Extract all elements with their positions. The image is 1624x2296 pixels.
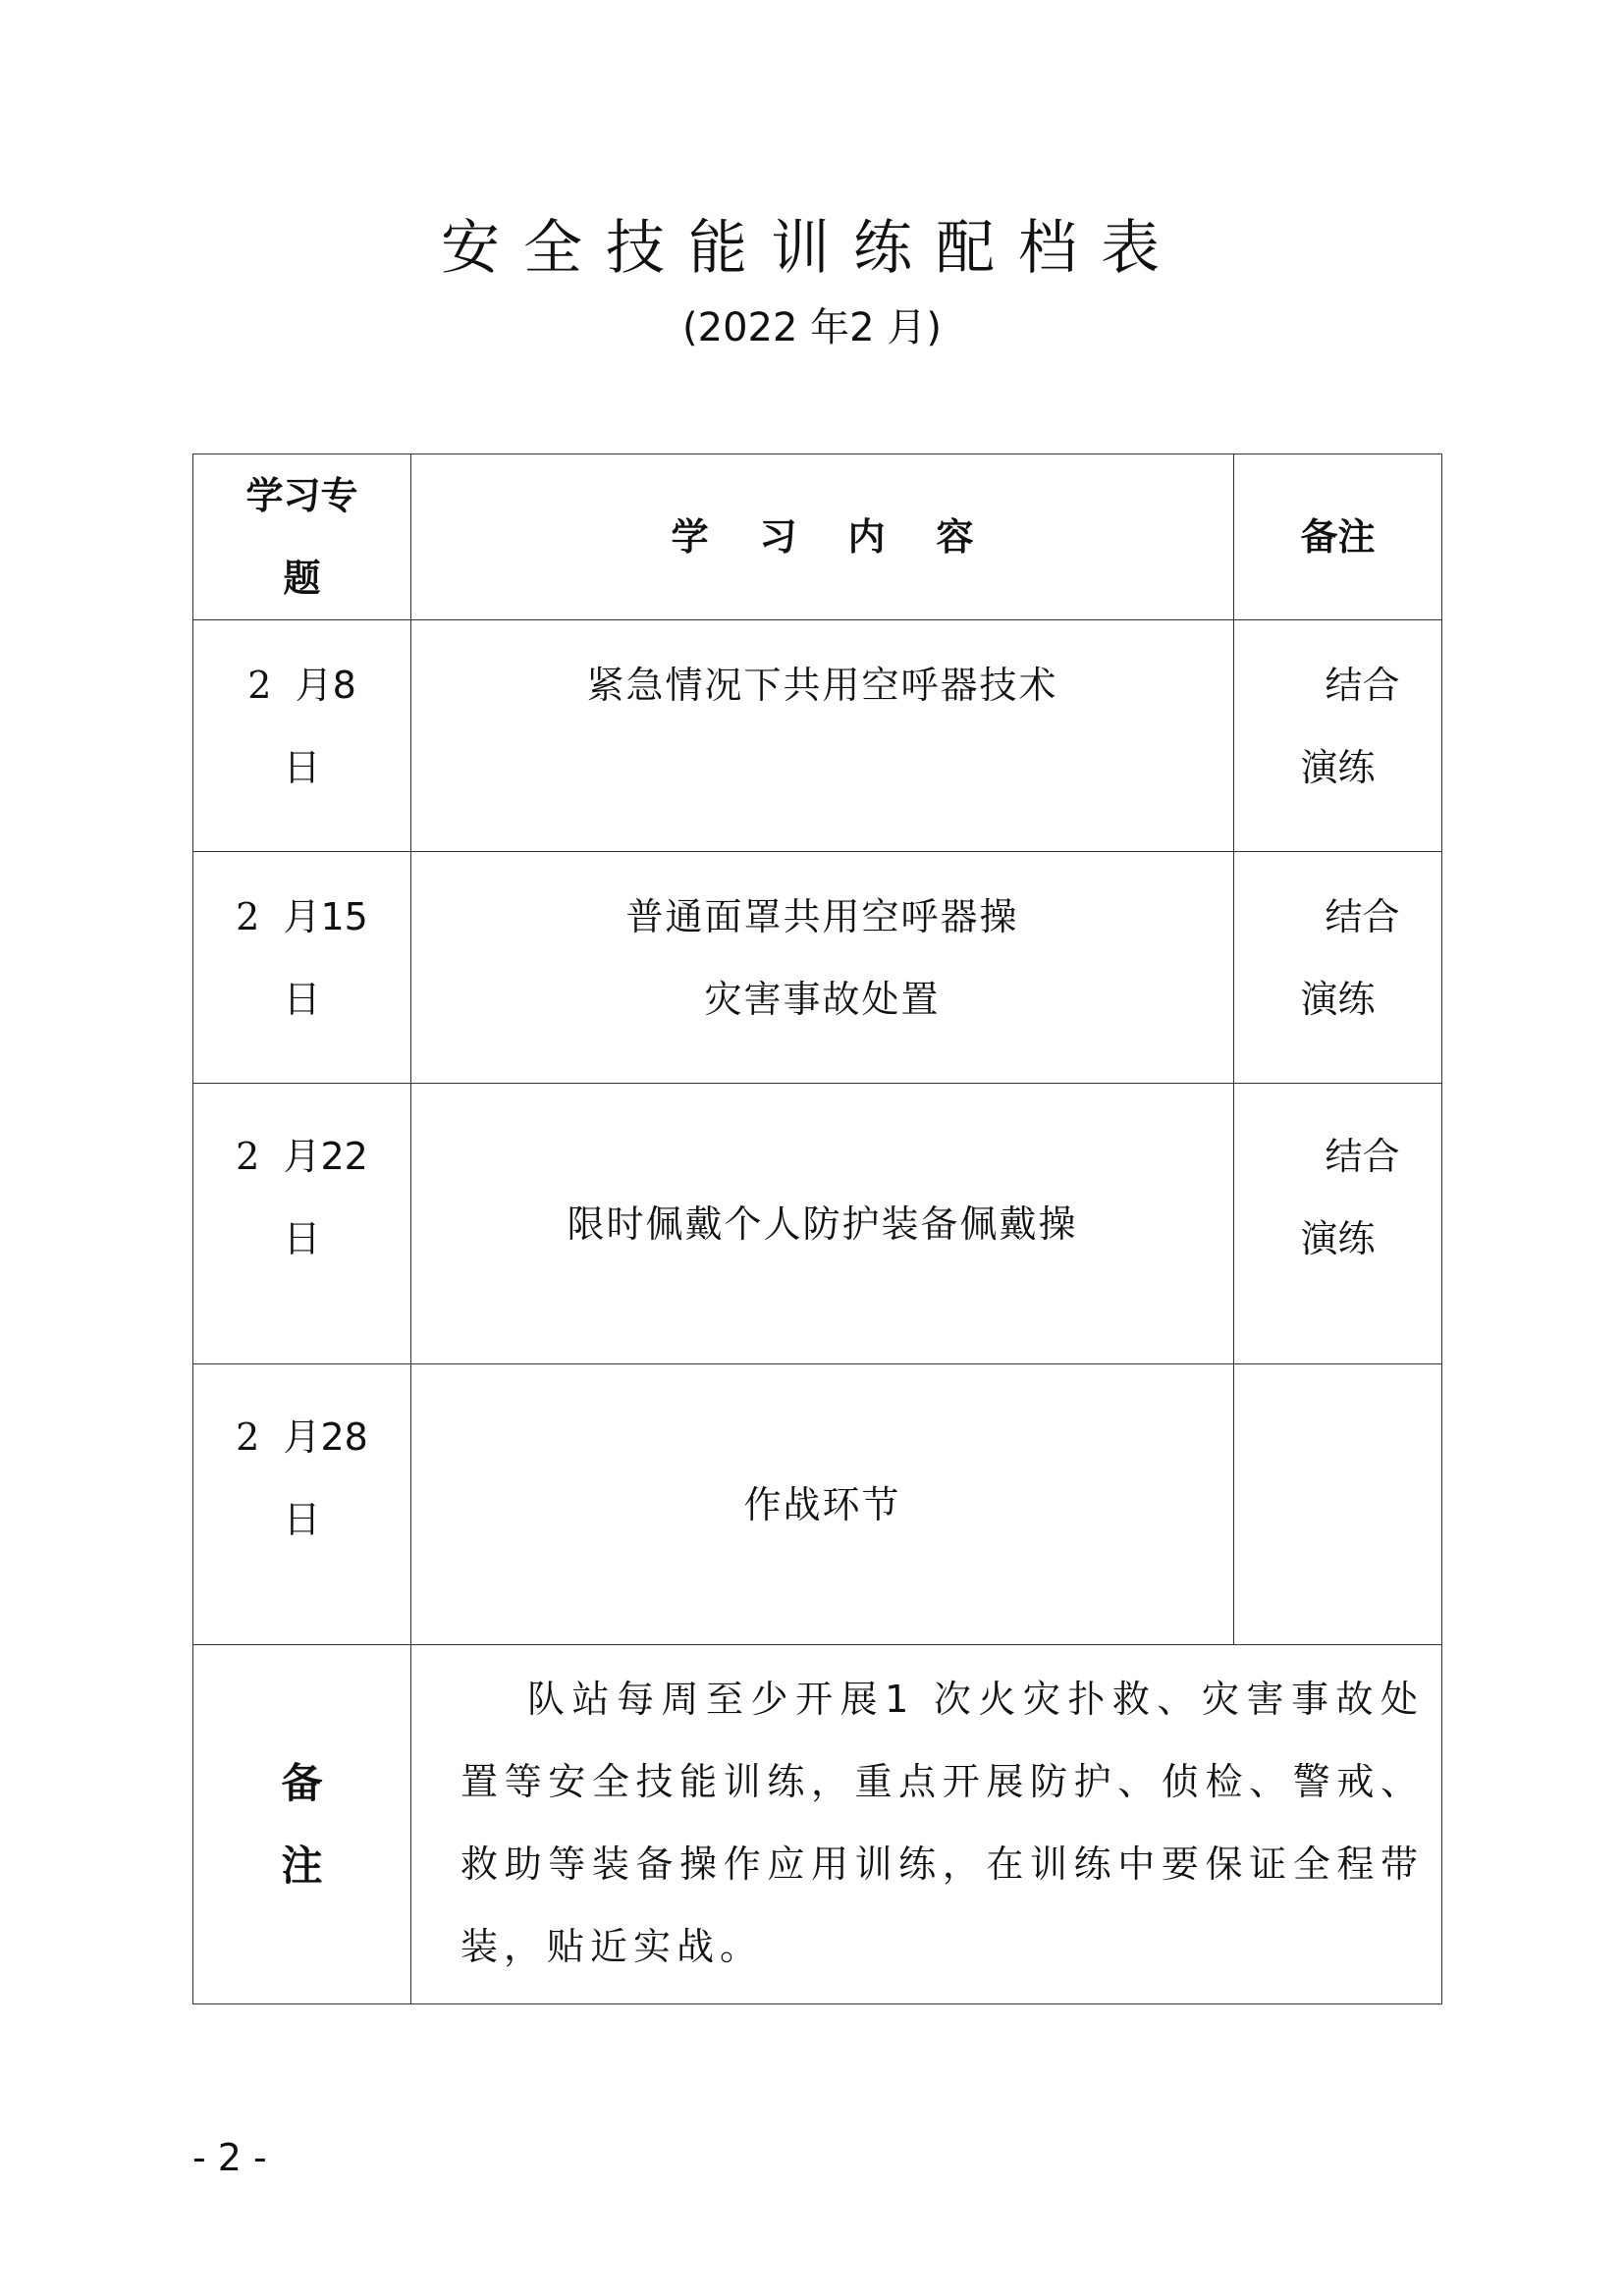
content-line: 作战环节 (743, 1482, 901, 1526)
remark-text: 队站每周至少开展1 次火灾扑救、灾害事故处置等安全技能训练，重点开展防护、侦检、警戒、救助等装备操作应用训练，在训练中要保证全程带装，贴近实战。 (411, 1645, 1442, 2004)
header-topic (193, 454, 411, 620)
note-line1: 结合 (1325, 895, 1400, 938)
table-header-row (193, 454, 1442, 620)
row-date (193, 852, 411, 1084)
remark-label (193, 1645, 411, 2004)
remark-label-line2: 注 (281, 1841, 323, 1890)
remark-label-line1: 备 (281, 1758, 323, 1807)
date-day: 日 (283, 1217, 321, 1260)
note-line2: 演练 (1300, 978, 1376, 1021)
table-row (193, 1084, 1442, 1364)
row-date (193, 1084, 411, 1364)
row-content (411, 1364, 1234, 1645)
note-line2: 演练 (1300, 1217, 1376, 1260)
remark-row (193, 1645, 1442, 2004)
note-line1: 结合 (1325, 664, 1400, 707)
note-line2: 演练 (1300, 746, 1376, 789)
page-number: - 2 - (192, 2136, 267, 2179)
document-subtitle: (2022 年2 月) (682, 305, 942, 350)
row-date (193, 1364, 411, 1645)
table-row (193, 852, 1442, 1084)
content-line: 紧急情况下共用空呼器技术 (586, 664, 1058, 707)
row-content (411, 852, 1234, 1084)
row-content (411, 620, 1234, 852)
header-note: 备注 (1234, 454, 1442, 620)
row-note (1234, 620, 1442, 852)
date-month: 月22 (283, 1135, 368, 1178)
date-month: 月8 (295, 664, 356, 707)
row-note (1234, 1084, 1442, 1364)
row-note (1234, 1364, 1442, 1645)
document-title: 安全技能训练配档表 (441, 214, 1183, 283)
note-line1: 结合 (1325, 1135, 1400, 1178)
date-day: 日 (283, 978, 321, 1021)
table-row (193, 1364, 1442, 1645)
date-num: 2 (236, 1135, 260, 1178)
header-topic-line2: 题 (283, 557, 321, 600)
training-schedule-table (192, 454, 1442, 2004)
date-month: 月28 (283, 1415, 368, 1459)
header-content (411, 454, 1234, 620)
header-content-label: 学习内容 (671, 515, 1025, 559)
row-date (193, 620, 411, 852)
date-month: 月15 (283, 895, 368, 938)
content-line: 普通面罩共用空呼器操 (625, 895, 1019, 938)
content-line: 限时佩戴个人防护装备佩戴操 (567, 1201, 1078, 1246)
row-note (1234, 852, 1442, 1084)
header-topic-line1: 学习专 (245, 474, 358, 517)
table-row (193, 620, 1442, 852)
date-num: 2 (236, 1415, 260, 1459)
date-num: 2 (236, 895, 260, 938)
date-num: 2 (247, 664, 272, 707)
date-day: 日 (283, 1498, 321, 1541)
content-line: 灾害事故处置 (704, 978, 941, 1021)
date-day: 日 (283, 746, 321, 789)
row-content (411, 1084, 1234, 1364)
